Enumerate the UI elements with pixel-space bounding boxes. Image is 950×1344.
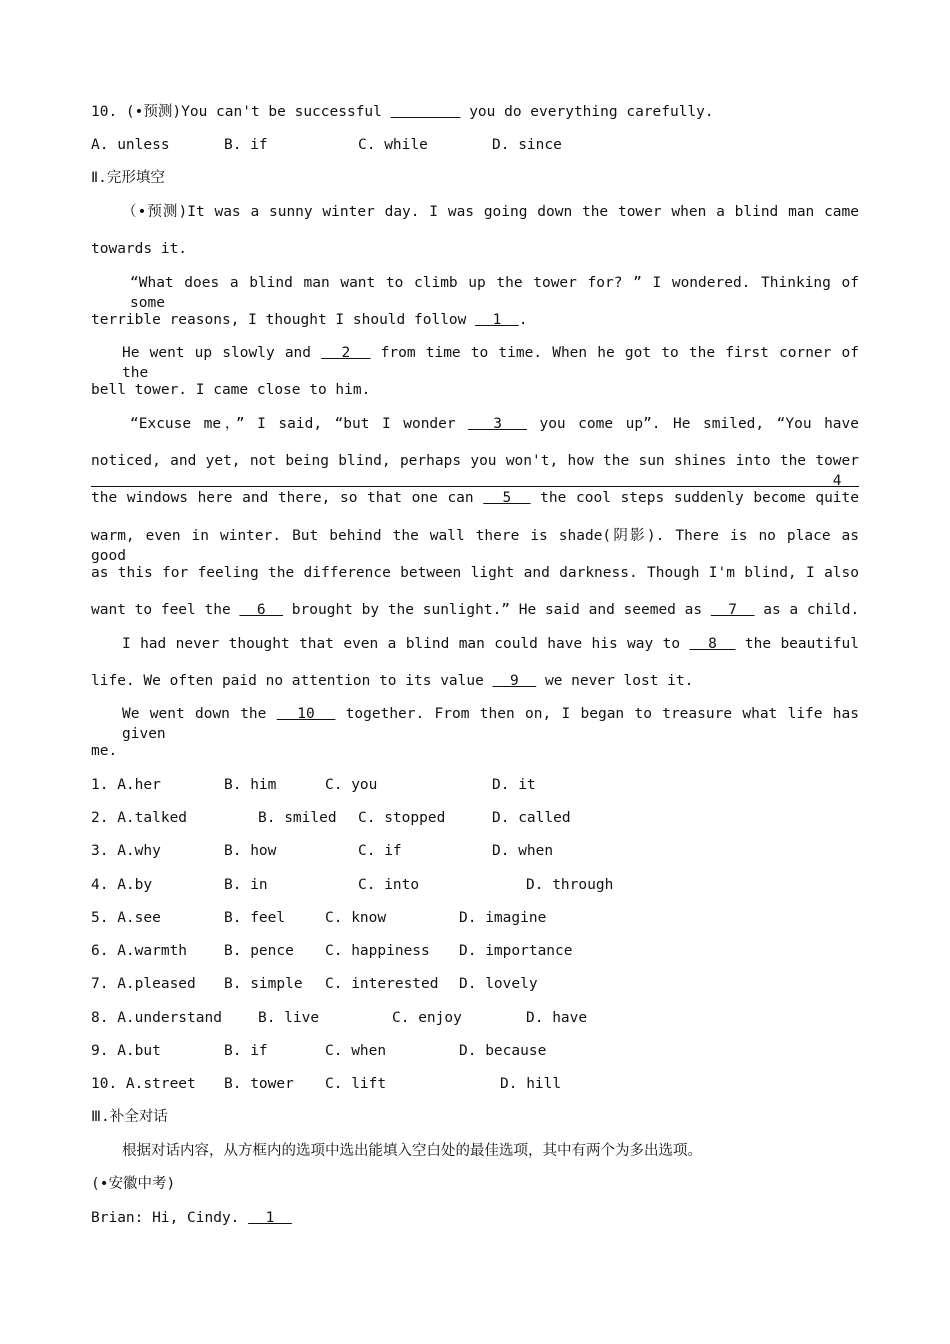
cloze-option: D. through (526, 877, 614, 893)
cloze-option: D. imagine (459, 910, 547, 926)
cloze-option: 4. A.by (91, 877, 153, 893)
cloze-option: C. if (358, 843, 402, 859)
answer-blank: 10 (276, 706, 336, 722)
cloze-option: D. because (459, 1043, 547, 1059)
passage-line: noticed, and yet, not being blind, perhaps you won't, how the sun shines into the tower 4 (91, 453, 859, 489)
option-b: B. if (224, 137, 268, 153)
cloze-option: B. simple (224, 976, 303, 992)
passage-line: the windows here and there, so that one can 5 the cool steps suddenly become quite (91, 490, 859, 506)
passage-line: life. We often paid no attention to its value 9 we never lost it. (91, 673, 694, 689)
cloze-option: D. when (492, 843, 554, 859)
passage-line: want to feel the 6 brought by the sunlight.” He said and seemed as 7 as a child. (91, 602, 860, 618)
section-2-title: Ⅱ.完形填空 (91, 170, 165, 186)
passage-line: warm, even in winter. But behind the wall there is shade(阴影). There is no place as good (91, 528, 859, 564)
option-d: D. since (492, 137, 562, 153)
cloze-option: D. called (492, 810, 571, 826)
cloze-option: B. feel (224, 910, 286, 926)
cloze-option: C. when (325, 1043, 387, 1059)
cloze-option: B. in (224, 877, 268, 893)
cloze-option: C. interested (325, 976, 439, 992)
passage-line: towards it. (91, 241, 188, 257)
answer-blank: 4 (91, 473, 859, 489)
passage-line: He went up slowly and 2 from time to time. When he got to the first corner of the (122, 345, 859, 381)
cloze-option: B. tower (224, 1076, 294, 1092)
answer-blank: 7 (710, 602, 755, 618)
answer-blank: 5 (483, 490, 531, 506)
cloze-option: C. know (325, 910, 387, 926)
cloze-option: B. him (224, 777, 277, 793)
answer-blank: 9 (492, 673, 537, 689)
cloze-option: B. smiled (258, 810, 337, 826)
passage-line: terrible reasons, I thought I should follow 1 . (91, 312, 528, 328)
cloze-option: 10. A.street (91, 1076, 196, 1092)
cloze-option: D. hill (500, 1076, 562, 1092)
cloze-option: B. how (224, 843, 277, 859)
cloze-option: 1. A.her (91, 777, 161, 793)
answer-blank: 2 (321, 345, 371, 361)
passage-line: （•预测)It was a sunny winter day. I was going down the tower when a blind man came (122, 204, 859, 220)
section-3-title: Ⅲ.补全对话 (91, 1109, 168, 1125)
cloze-option: C. lift (325, 1076, 387, 1092)
section-3-instruction: 根据对话内容，从方框内的选项中选出能填入空白处的最佳选项，其中有两个为多出选项。 (122, 1143, 702, 1159)
cloze-option: D. have (526, 1010, 588, 1026)
cloze-option: C. you (325, 777, 378, 793)
cloze-option: D. importance (459, 943, 573, 959)
cloze-option: C. stopped (358, 810, 446, 826)
answer-blank: 6 (239, 602, 284, 618)
option-a: A. unless (91, 137, 170, 153)
dialogue-line: Brian: Hi, Cindy. 1 (91, 1210, 292, 1226)
passage-line: as this for feeling the difference between light and darkness. Though I'm blind, I also (91, 565, 859, 581)
cloze-option: 3. A.why (91, 843, 161, 859)
cloze-option: D. lovely (459, 976, 538, 992)
passage-line: bell tower. I came close to him. (91, 382, 371, 398)
cloze-option: 2. A.talked (91, 810, 188, 826)
passage-line: me. (91, 743, 118, 759)
cloze-option: 6. A.warmth (91, 943, 188, 959)
cloze-option: C. happiness (325, 943, 430, 959)
cloze-option: C. into (358, 877, 420, 893)
cloze-option: 9. A.but (91, 1043, 161, 1059)
answer-blank (391, 104, 461, 120)
passage-line: We went down the 10 together. From then on, I began to treasure what life has given (122, 706, 859, 742)
passage-line: “Excuse me，” I said, “but I wonder 3 you come up”. He smiled, “You have (130, 416, 860, 432)
answer-blank: 3 (468, 416, 527, 432)
cloze-option: B. live (258, 1010, 320, 1026)
option-c: C. while (358, 137, 428, 153)
cloze-option: 7. A.pleased (91, 976, 196, 992)
cloze-option: B. if (224, 1043, 268, 1059)
cloze-option: D. it (492, 777, 536, 793)
cloze-option: C. enjoy (392, 1010, 462, 1026)
answer-blank: 8 (689, 636, 736, 652)
answer-blank: 1 (248, 1210, 292, 1226)
section-3-source: (•安徽中考) (91, 1176, 176, 1192)
cloze-option: 8. A.understand (91, 1010, 222, 1026)
passage-line: “What does a blind man want to climb up the tower for? ” I wondered. Thinking of some (130, 275, 859, 311)
cloze-option: 5. A.see (91, 910, 161, 926)
cloze-option: B. pence (224, 943, 294, 959)
question-10-stem: 10. (•预测)You can't be successful you do everything carefully. (91, 104, 714, 120)
passage-line: I had never thought that even a blind man could have his way to 8 the beautiful (122, 636, 860, 652)
answer-blank: 1 (475, 312, 519, 328)
